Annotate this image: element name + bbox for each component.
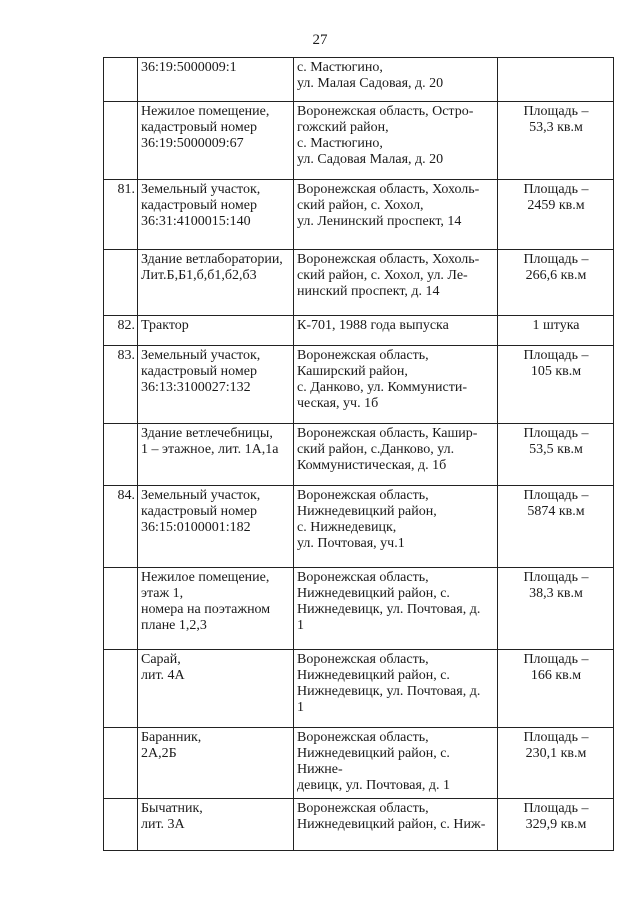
object-characteristic: Площадь – 5874 кв.м — [498, 486, 614, 568]
object-address: Воронежская область, Нижнедевицкий район, с. Нижне- девицк, ул. Почтовая, д. 1 — [294, 728, 498, 799]
table-row — [104, 250, 614, 316]
row-number — [104, 728, 138, 799]
object-characteristic: Площадь – 38,3 кв.м — [498, 568, 614, 650]
object-name: Трактор — [138, 316, 294, 346]
object-characteristic: Площадь – 230,1 кв.м — [498, 728, 614, 799]
row-number — [104, 58, 138, 102]
table-row — [104, 346, 614, 424]
row-number: 82. — [104, 316, 138, 346]
object-name: Нежилое помещение, этаж 1, номера на поэтажном плане 1,2,3 — [138, 568, 294, 650]
object-address: Воронежская область, Нижнедевицкий район, с. Нижнедевицк, ул. Почтовая, д. 1 — [294, 568, 498, 650]
row-number — [104, 799, 138, 851]
property-table — [103, 57, 614, 851]
object-address: Воронежская область, Нижнедевицкий район, с. Ниж- — [294, 799, 498, 851]
object-name: Здание ветлечебницы, 1 – этажное, лит. 1А,1а — [138, 424, 294, 486]
object-characteristic: Площадь – 266,6 кв.м — [498, 250, 614, 316]
row-number: 83. — [104, 346, 138, 424]
table-row — [104, 424, 614, 486]
object-characteristic: 1 штука — [498, 316, 614, 346]
table-row — [104, 728, 614, 799]
object-name: Баранник, 2А,2Б — [138, 728, 294, 799]
object-address: Воронежская область, Нижнедевицкий район, с. Нижнедевицк, ул. Почтовая, д. 1 — [294, 650, 498, 728]
table-row — [104, 568, 614, 650]
object-characteristic: Площадь – 105 кв.м — [498, 346, 614, 424]
object-name: Сарай, лит. 4А — [138, 650, 294, 728]
object-name: Бычатник, лит. 3А — [138, 799, 294, 851]
object-name: Здание ветлаборатории, Лит.Б,Б1,б,б1,б2,б3 — [138, 250, 294, 316]
table-row — [104, 650, 614, 728]
object-characteristic: Площадь – 53,5 кв.м — [498, 424, 614, 486]
page-number: 27 — [312, 32, 328, 48]
object-address: Воронежская область, Каширский район, с. Данково, ул. Коммунисти- ческая, уч. 1б — [294, 346, 498, 424]
table-row — [104, 58, 614, 102]
object-characteristic: Площадь – 2459 кв.м — [498, 180, 614, 250]
object-address: Воронежская область, Нижнедевицкий район, с. Нижнедевицк, ул. Почтовая, уч.1 — [294, 486, 498, 568]
object-characteristic: Площадь – 329,9 кв.м — [498, 799, 614, 851]
object-characteristic — [498, 58, 614, 102]
row-number: 84. — [104, 486, 138, 568]
object-characteristic: Площадь – 166 кв.м — [498, 650, 614, 728]
table-row — [104, 316, 614, 346]
object-name: Земельный участок, кадастровый номер 36:15:0100001:182 — [138, 486, 294, 568]
row-number: 81. — [104, 180, 138, 250]
object-address: Воронежская область, Остро- гожский район, с. Мастюгино, ул. Садовая Малая, д. 20 — [294, 102, 498, 180]
row-number — [104, 650, 138, 728]
object-address: с. Мастюгино, ул. Малая Садовая, д. 20 — [294, 58, 498, 102]
object-name: Земельный участок, кадастровый номер 36:13:3100027:132 — [138, 346, 294, 424]
row-number — [104, 102, 138, 180]
object-name: Нежилое помещение, кадастровый номер 36:19:5000009:67 — [138, 102, 294, 180]
table-row — [104, 486, 614, 568]
object-address: Воронежская область, Кашир- ский район, с.Данково, ул. Коммунистическая, д. 1б — [294, 424, 498, 486]
table-row — [104, 799, 614, 851]
object-address: К-701, 1988 года выпуска — [294, 316, 498, 346]
row-number — [104, 568, 138, 650]
object-name: Земельный участок, кадастровый номер 36:31:4100015:140 — [138, 180, 294, 250]
row-number — [104, 250, 138, 316]
object-characteristic: Площадь – 53,3 кв.м — [498, 102, 614, 180]
object-address: Воронежская область, Хохоль- ский район, с. Хохол, ул. Ле- нинский проспект, д. 14 — [294, 250, 498, 316]
table-row — [104, 180, 614, 250]
object-name: 36:19:5000009:1 — [138, 58, 294, 102]
object-address: Воронежская область, Хохоль- ский район, с. Хохол, ул. Ленинский проспект, 14 — [294, 180, 498, 250]
table-row — [104, 102, 614, 180]
row-number — [104, 424, 138, 486]
